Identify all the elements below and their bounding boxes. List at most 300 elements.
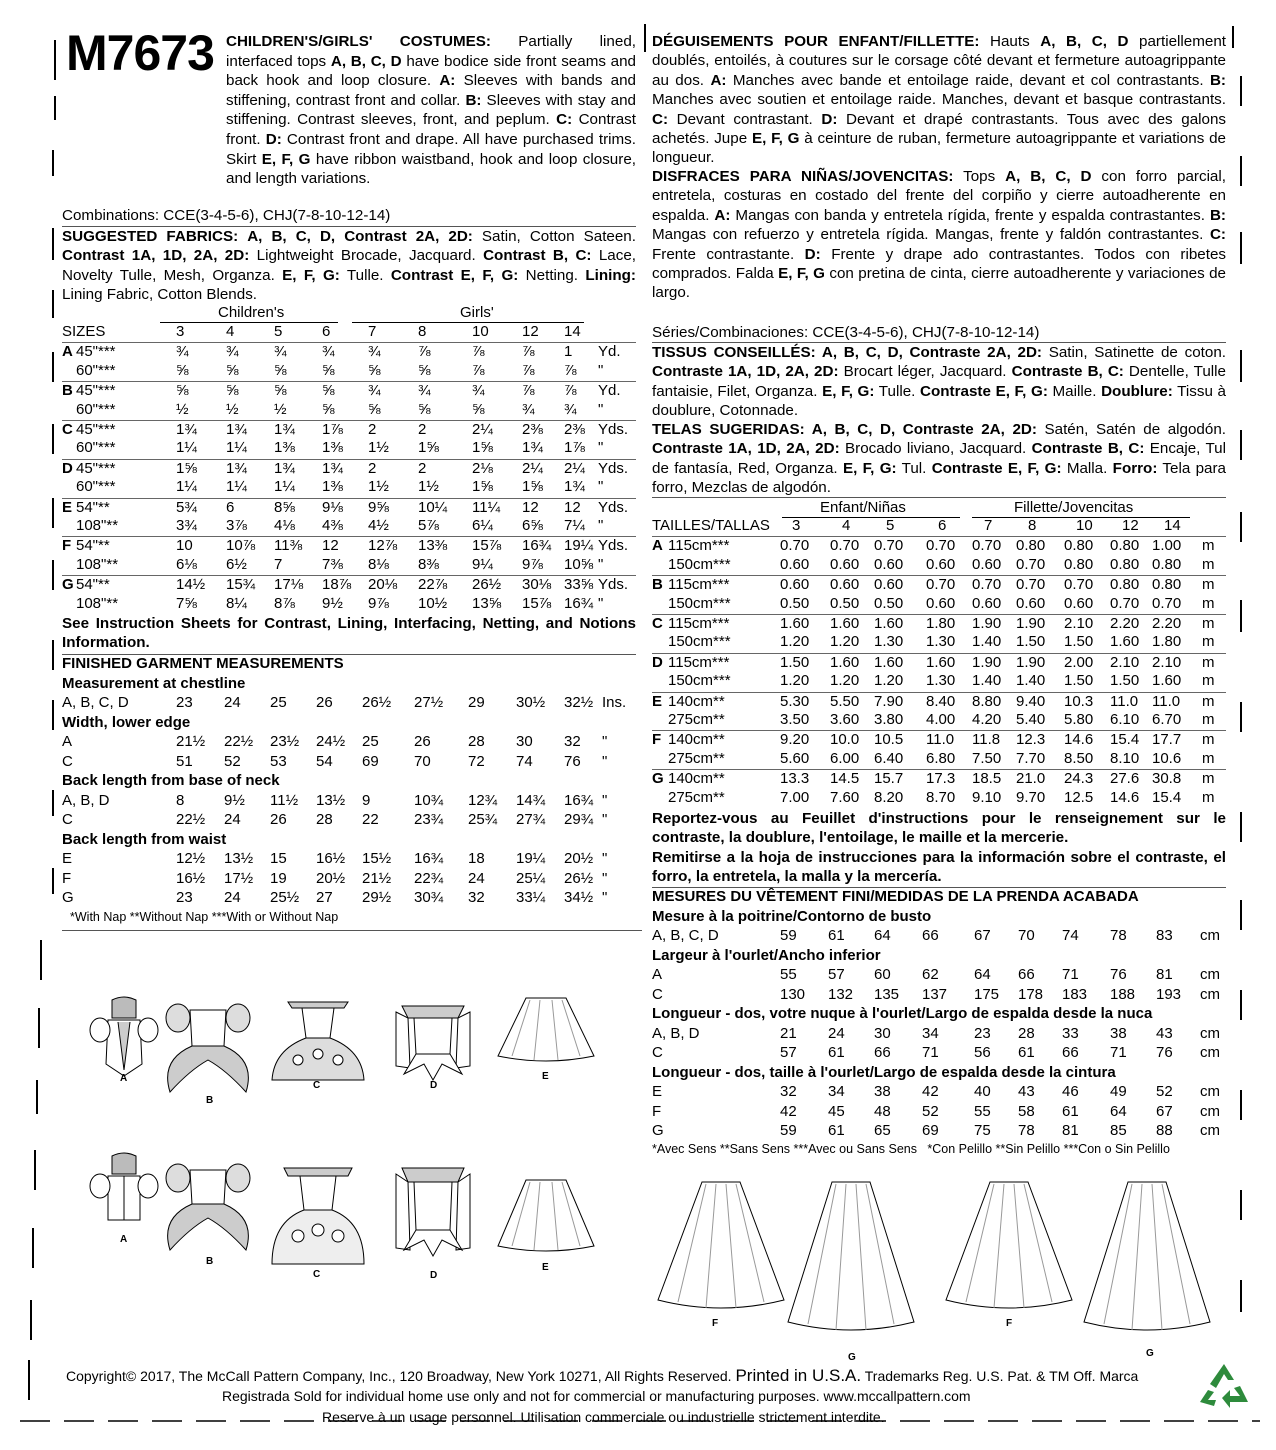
french-instructions-note: Reportez-vous au Feuillet d'instructions pour le renseignement sur le contraste, la doublure, l'entoilage, le maille et la mercerie. bbox=[652, 810, 1226, 847]
yardage-value: 16¾ bbox=[522, 537, 552, 555]
view-letter: C bbox=[652, 615, 663, 632]
yardage-value: 1.90 bbox=[972, 615, 1002, 632]
yardage-value: 1.40 bbox=[972, 633, 1002, 651]
figure-b-back bbox=[160, 1160, 256, 1256]
unit: m bbox=[1202, 633, 1215, 651]
figure-d-front bbox=[388, 998, 478, 1084]
yardage-value: 4½ bbox=[368, 517, 389, 534]
desc-part: B: bbox=[1209, 71, 1226, 89]
spanish-heading: DISFRACES PARA NIÑAS/JOVENCITAS: bbox=[652, 168, 954, 185]
measurement-value: 48 bbox=[874, 1102, 891, 1120]
yardage-value: 0.80 bbox=[1110, 555, 1140, 573]
yardage-row bbox=[62, 595, 636, 614]
measurement-value: 14¾ bbox=[516, 791, 546, 809]
yardage-value: ⅞ bbox=[472, 343, 485, 361]
size-header: 4 bbox=[842, 517, 851, 534]
size-header: 3 bbox=[792, 517, 801, 534]
measurement-value: 19¼ bbox=[516, 850, 546, 867]
yardage-value: 18⅞ bbox=[322, 576, 352, 594]
size-header: 6 bbox=[322, 323, 331, 340]
measurement-value: 12½ bbox=[176, 850, 206, 867]
combinations-metric: Séries/Combinaciones: CCE(3-4-5-6), CHJ(7-8-10-12-14) bbox=[652, 324, 1040, 341]
fabric-width: 45"*** bbox=[76, 421, 116, 438]
desc-part: partiellement doublés, entoilés, à coutures sur le corsage côté devant et fermeture autoagrippante au dos. bbox=[652, 33, 1226, 89]
measurement-value: 43 bbox=[1156, 1024, 1173, 1042]
measurement-view: A, B, D bbox=[62, 791, 110, 809]
yardage-value: 13⅝ bbox=[472, 594, 502, 612]
measurement-value: 43 bbox=[1018, 1083, 1035, 1100]
unit: m bbox=[1202, 615, 1215, 632]
measurement-value: 25¼ bbox=[516, 869, 546, 887]
measurement-value: 75 bbox=[974, 1122, 991, 1139]
yardage-row bbox=[652, 692, 1226, 712]
desc-part: B: bbox=[465, 91, 482, 109]
yardage-value: 0.80 bbox=[1110, 537, 1140, 555]
yardage-value: 8.80 bbox=[972, 692, 1002, 710]
measurement-value: 71 bbox=[1110, 1044, 1127, 1061]
measurement-value: 53 bbox=[270, 752, 287, 770]
yardage-row bbox=[62, 381, 636, 401]
yardage-value: 7.60 bbox=[830, 788, 860, 806]
yardage-value: 5.40 bbox=[1016, 711, 1046, 728]
measurement-value: 67 bbox=[1156, 1102, 1173, 1120]
measurement-value: 71 bbox=[1062, 966, 1079, 983]
measurement-value: 183 bbox=[1062, 985, 1088, 1003]
view-letter: F bbox=[62, 537, 72, 555]
fabric-label: Contraste 1A, 1D, 2A, 2D: bbox=[652, 440, 840, 458]
fabric-width: 108"** bbox=[76, 555, 119, 573]
figure-c-back bbox=[268, 1160, 368, 1270]
unit: m bbox=[1202, 731, 1215, 749]
fabric-width: 115cm*** bbox=[668, 537, 730, 555]
measurement-value: 32 bbox=[564, 733, 581, 750]
yardage-value: 1⅜ bbox=[322, 478, 343, 496]
measurement-value: 88 bbox=[1156, 1122, 1173, 1139]
fabric-list: Netting. bbox=[518, 266, 586, 284]
yardage-row bbox=[62, 556, 636, 575]
yardage-value: 2⅜ bbox=[564, 421, 585, 438]
measurement-value: 23½ bbox=[270, 733, 300, 750]
yardage-value: 7¼ bbox=[564, 517, 585, 534]
fabric-width: 45"*** bbox=[76, 459, 116, 477]
nap-note-metric: *Avec Sens **Sans Sens ***Avec ou Sans Sens *Con Pelillo **Sin Pelillo ***Con o Sin Pelillo bbox=[652, 1142, 1170, 1156]
view-letter: A bbox=[652, 537, 663, 555]
fabric-width: 275cm** bbox=[668, 711, 725, 728]
yardage-value: 1¼ bbox=[274, 478, 295, 496]
yardage-value: 0.80 bbox=[1064, 555, 1094, 573]
yardage-value: 0.80 bbox=[1152, 555, 1182, 573]
unit: m bbox=[1202, 788, 1215, 806]
measurement-value: 132 bbox=[828, 985, 854, 1003]
measurement-value: 22½ bbox=[176, 811, 206, 828]
unit: m bbox=[1202, 555, 1215, 573]
yardage-value: 0.60 bbox=[830, 555, 860, 573]
yardage-value: 1.50 bbox=[1064, 633, 1094, 651]
size-header: 14 bbox=[1164, 517, 1181, 534]
yardage-value: 33⅝ bbox=[564, 576, 594, 594]
yardage-value: ⅝ bbox=[226, 382, 239, 400]
figure-label-c: C bbox=[313, 1080, 321, 1091]
fabric-label: TELAS SUGERIDAS: A, B, C, D, Contraste 2A, 2D: bbox=[652, 421, 1037, 438]
measurement-row bbox=[62, 693, 636, 713]
desc-part: B: bbox=[1209, 206, 1226, 224]
tissus-conseilles bbox=[652, 343, 1226, 421]
yardage-value: ⅝ bbox=[322, 400, 335, 418]
measurement-value: 40 bbox=[974, 1083, 991, 1100]
size-header: 10 bbox=[1076, 517, 1093, 534]
figure-label-b-back: B bbox=[206, 1256, 214, 1267]
measurement-value: 25½ bbox=[270, 889, 300, 906]
measurement-value: 25 bbox=[270, 694, 287, 711]
fabric-label: TISSUS CONSEILLÉS: A, B, C, D, Contraste 2A, 2D: bbox=[652, 344, 1042, 361]
printed-in-usa: Printed in U.S.A. bbox=[735, 1366, 862, 1385]
fabric-width: 115cm*** bbox=[668, 615, 730, 632]
yardage-value: 2 bbox=[418, 421, 427, 438]
figure-label-f: F bbox=[712, 1318, 719, 1329]
yardage-value: 1.60 bbox=[874, 653, 904, 671]
yardage-value: 10 bbox=[176, 537, 193, 555]
yardage-value: 1¼ bbox=[176, 478, 197, 496]
measurement-row bbox=[652, 1043, 1226, 1063]
measurement-view: C bbox=[652, 1044, 663, 1061]
yardage-value: 0.60 bbox=[780, 555, 810, 573]
yardage-value: 0.50 bbox=[874, 594, 904, 612]
yardage-value: 1⅝ bbox=[418, 439, 439, 457]
yardage-value: 8¼ bbox=[226, 594, 247, 612]
yardage-value: 1⅜ bbox=[274, 439, 295, 457]
desc-part: Frente y drape ado contrastantes. Todos con ribetes comprados. Falda bbox=[652, 245, 1226, 283]
yardage-value: 1.20 bbox=[830, 633, 860, 651]
unit: m bbox=[1202, 672, 1215, 690]
unit: Yd. bbox=[598, 343, 621, 361]
measurement-value: 78 bbox=[1018, 1122, 1035, 1139]
measurement-value: 30 bbox=[516, 733, 533, 750]
yardage-value: 5.50 bbox=[830, 692, 860, 710]
unit: m bbox=[1202, 653, 1215, 671]
unit: m bbox=[1202, 537, 1215, 555]
view-letter: E bbox=[652, 692, 663, 710]
unit: " bbox=[598, 594, 604, 612]
yardage-value: 6¼ bbox=[472, 517, 493, 534]
measurement-value: 22 bbox=[362, 811, 379, 828]
figure-label-b: B bbox=[206, 1095, 214, 1106]
yardage-value: 1½ bbox=[368, 439, 389, 457]
desc-part: A: bbox=[710, 71, 727, 89]
yardage-value: 1¾ bbox=[274, 421, 295, 438]
measurement-value: 56 bbox=[974, 1044, 991, 1061]
yardage-value: 16¾ bbox=[564, 594, 594, 612]
measurement-row bbox=[652, 985, 1226, 1005]
measurement-value: 38 bbox=[1110, 1024, 1127, 1042]
figure-label-d: D bbox=[430, 1080, 438, 1091]
measurement-row bbox=[652, 1082, 1226, 1102]
unit: Yds. bbox=[598, 498, 629, 516]
measurement-value: 16½ bbox=[316, 850, 346, 867]
yardage-value: 18.5 bbox=[972, 770, 1002, 788]
yardage-value: 12⅞ bbox=[368, 537, 398, 555]
yardage-value: 30.8 bbox=[1152, 770, 1182, 788]
yardage-value: 1.60 bbox=[1152, 672, 1182, 690]
yardage-value: 7⅝ bbox=[176, 594, 197, 612]
fabric-list: Lining Fabric, Cotton Blends. bbox=[62, 286, 258, 304]
yardage-value: 0.70 bbox=[1016, 576, 1046, 594]
fabric-list: Encaje, Tul de fantasía, Red, Organza. bbox=[652, 440, 1227, 477]
measurement-view: C bbox=[652, 985, 663, 1003]
desc-part: Contrast front. bbox=[226, 111, 636, 148]
yardage-value: ⅞ bbox=[522, 361, 535, 379]
yardage-value: 6.10 bbox=[1110, 711, 1140, 728]
spanish-description bbox=[652, 167, 1226, 303]
measurement-value: 76 bbox=[1110, 966, 1127, 983]
telas-sugeridas bbox=[652, 420, 1226, 498]
size-header: 5 bbox=[886, 517, 895, 534]
yardage-value: 15.7 bbox=[874, 770, 904, 788]
yardage-value: ⅞ bbox=[418, 343, 431, 361]
measurement-view: A, B, D bbox=[652, 1024, 700, 1042]
measurement-value: 12¾ bbox=[468, 791, 498, 809]
measurement-value: 18 bbox=[468, 850, 485, 867]
yardage-value: 0.80 bbox=[1064, 537, 1094, 555]
figure-f-back bbox=[944, 1176, 1074, 1316]
fabric-width: 45"*** bbox=[76, 382, 116, 400]
measurement-value: 21 bbox=[780, 1024, 797, 1042]
measurement-value: 21½ bbox=[176, 733, 206, 750]
measurement-value: 69 bbox=[362, 752, 379, 770]
yardage-value: 15⅞ bbox=[472, 537, 502, 555]
yardage-value: 11.0 bbox=[926, 731, 955, 749]
measurement-row bbox=[62, 869, 636, 889]
measurement-value: 137 bbox=[922, 985, 948, 1003]
yardage-value: 3.80 bbox=[874, 711, 904, 728]
yardage-row bbox=[652, 653, 1226, 673]
yardage-value: 9⅞ bbox=[522, 555, 543, 573]
unit: cm bbox=[1200, 1024, 1220, 1042]
figure-label-a: A bbox=[120, 1073, 128, 1084]
yardage-value: 8⅛ bbox=[368, 555, 389, 573]
yardage-value: 0.60 bbox=[926, 594, 956, 612]
measurement-view: C bbox=[62, 811, 73, 828]
measurement-value: 66 bbox=[1018, 966, 1035, 983]
yardage-value: 4⅜ bbox=[322, 517, 343, 534]
measurement-value: 26 bbox=[270, 811, 287, 828]
fabric-label: Contraste E, F, G: bbox=[931, 459, 1062, 477]
figure-a-back bbox=[84, 1150, 164, 1230]
spanish-instructions-note: Remitirse a la hoja de instrucciones para la información sobre el contraste, el forro, la entretela, la malla y la mercería. bbox=[652, 849, 1226, 886]
measurement-value: 55 bbox=[974, 1102, 991, 1120]
measurement-value: 9 bbox=[362, 791, 371, 809]
yardage-value: 13⅜ bbox=[418, 537, 448, 555]
fabric-label: E, F, G: bbox=[842, 459, 897, 477]
yardage-value: ¾ bbox=[322, 343, 335, 361]
measurement-view: A bbox=[62, 733, 73, 750]
measurement-view: E bbox=[62, 850, 73, 867]
unit: m bbox=[1202, 594, 1215, 612]
unit: " bbox=[598, 478, 604, 496]
yardage-value: ⅝ bbox=[368, 400, 381, 418]
measurement-value: 85 bbox=[1110, 1122, 1127, 1139]
measurement-value: 61 bbox=[828, 1044, 845, 1061]
yardage-value: 9½ bbox=[322, 594, 343, 612]
measurement-value: 26½ bbox=[362, 694, 392, 711]
french-description bbox=[652, 32, 1226, 168]
yardage-value: 7.70 bbox=[1016, 749, 1046, 767]
sizes-header-row bbox=[652, 517, 1226, 536]
yardage-value: 15.4 bbox=[1110, 731, 1140, 749]
size-header: 7 bbox=[984, 517, 993, 534]
desc-part: A, B, C, D bbox=[1040, 33, 1129, 50]
yardage-value: ⅝ bbox=[226, 361, 239, 379]
yardage-value: 8.20 bbox=[874, 788, 904, 806]
figure-g-front bbox=[786, 1176, 916, 1338]
view-letter: F bbox=[652, 731, 662, 749]
measurement-value: 16¾ bbox=[564, 791, 594, 809]
figure-b-front bbox=[160, 1000, 256, 1100]
yardage-value: 7.50 bbox=[972, 749, 1002, 767]
yardage-row bbox=[62, 517, 636, 536]
unit: Yds. bbox=[598, 421, 629, 438]
yardage-value: 1¼ bbox=[176, 439, 197, 457]
measurement-view: A bbox=[652, 966, 663, 983]
yardage-value: 5.60 bbox=[780, 749, 810, 767]
measurement-value: 15½ bbox=[362, 850, 392, 867]
yardage-value: 9⅝ bbox=[368, 498, 389, 516]
see-instructions-note: See Instruction Sheets for Contrast, Lining, Interfacing, Netting, and Notions Information. bbox=[62, 615, 636, 652]
trademark-text: Trademarks Reg. U.S. Pat. & TM Off. Marca bbox=[861, 1368, 1139, 1384]
yardage-value: 1.60 bbox=[780, 615, 810, 632]
recycle-icon bbox=[1196, 1360, 1252, 1410]
yardage-row bbox=[62, 459, 636, 479]
yardage-row bbox=[652, 711, 1226, 730]
yardage-value: 14½ bbox=[176, 576, 206, 594]
measurement-value: 33 bbox=[1062, 1024, 1079, 1042]
yardage-value: ¾ bbox=[226, 343, 239, 361]
unit: Yds. bbox=[598, 576, 629, 594]
measurement-value: 52 bbox=[224, 752, 241, 770]
measurement-value: 32½ bbox=[564, 694, 594, 711]
desc-part: Frente contrastante. bbox=[652, 245, 805, 263]
measurement-value: 175 bbox=[974, 985, 1000, 1003]
yardage-value: 9.70 bbox=[1016, 788, 1046, 806]
view-letter: B bbox=[652, 576, 663, 594]
yardage-value: 2⅛ bbox=[472, 459, 493, 477]
measurement-value: 28 bbox=[316, 811, 333, 828]
yardage-value: 2 bbox=[368, 421, 377, 438]
measurement-value: 19 bbox=[270, 869, 287, 887]
figure-g-back bbox=[1082, 1176, 1212, 1338]
measurement-value: 57 bbox=[828, 966, 845, 983]
sizes-label: SIZES bbox=[62, 323, 106, 340]
yardage-value: ⅝ bbox=[274, 361, 287, 379]
measurement-value: 30½ bbox=[516, 694, 546, 711]
yardage-value: 2⅜ bbox=[522, 421, 543, 438]
yardage-value: ¾ bbox=[176, 343, 189, 361]
yardage-value: 12 bbox=[322, 537, 339, 555]
measurement-row bbox=[652, 1024, 1226, 1044]
yardage-value: 0.60 bbox=[830, 576, 860, 594]
yardage-row bbox=[62, 439, 636, 458]
measurement-row bbox=[652, 1102, 1226, 1122]
unit: m bbox=[1202, 692, 1215, 710]
measurement-value: 13½ bbox=[316, 791, 346, 809]
size-header: 8 bbox=[418, 323, 427, 340]
measurement-view: F bbox=[652, 1102, 662, 1120]
yardage-value: 0.70 bbox=[972, 576, 1002, 594]
measurement-heading: Back length from base of neck bbox=[62, 772, 280, 789]
measurement-value: 42 bbox=[922, 1083, 939, 1100]
measurement-row bbox=[62, 849, 636, 869]
yardage-value: 12 bbox=[564, 498, 581, 516]
yardage-value: 0.60 bbox=[874, 555, 904, 573]
yardage-value: 1¾ bbox=[226, 459, 247, 477]
measurement-value: 25 bbox=[362, 733, 379, 750]
measurement-value: 59 bbox=[780, 1122, 797, 1139]
yardage-value: 6⅝ bbox=[522, 517, 543, 534]
measurement-value: 61 bbox=[1062, 1102, 1079, 1120]
measurement-value: 70 bbox=[1018, 927, 1035, 944]
yardage-value: 8.40 bbox=[926, 692, 956, 710]
fabric-width: 60"*** bbox=[76, 400, 116, 418]
yardage-value: 10⅞ bbox=[226, 537, 256, 555]
yardage-value: ⅞ bbox=[472, 361, 485, 379]
desc-part: D: bbox=[821, 110, 838, 128]
fabric-label: E, F, G: bbox=[282, 266, 340, 284]
fabric-label: Lining: bbox=[585, 266, 636, 284]
yardage-value: 14.6 bbox=[1064, 731, 1094, 749]
unit: " bbox=[598, 555, 604, 573]
fabric-label: Contrast B, C: bbox=[483, 247, 592, 265]
fabric-list: Dentelle, Tulle fantaisie, Filet, Organza. bbox=[652, 363, 1226, 400]
unit: " bbox=[598, 400, 604, 418]
yardage-value: 5.30 bbox=[780, 692, 810, 710]
measurement-value: 24 bbox=[224, 889, 241, 906]
fabric-list: Maille. bbox=[1047, 382, 1102, 400]
unit: cm bbox=[1200, 985, 1220, 1003]
yardage-value: 0.80 bbox=[1016, 537, 1046, 555]
yardage-value: ⅞ bbox=[564, 361, 577, 379]
yardage-value: 26½ bbox=[472, 576, 502, 594]
view-letter: G bbox=[62, 576, 74, 594]
yardage-value: 2¼ bbox=[564, 459, 585, 477]
measurement-value: 52 bbox=[1156, 1083, 1173, 1100]
measurement-value: 32 bbox=[780, 1083, 797, 1100]
fabric-width: 108"** bbox=[76, 594, 119, 612]
measurement-row bbox=[62, 791, 636, 811]
yardage-value: ½ bbox=[176, 400, 189, 418]
yardage-value: 1.40 bbox=[972, 672, 1002, 690]
group-girls: Girls' bbox=[460, 304, 494, 321]
pattern-number: M7673 bbox=[66, 25, 214, 81]
yardage-value: 2.00 bbox=[1064, 653, 1094, 671]
measurement-value: 30¾ bbox=[414, 889, 444, 906]
measurement-view: G bbox=[62, 889, 74, 906]
yardage-value: 0.60 bbox=[926, 555, 956, 573]
yardage-row bbox=[652, 769, 1226, 789]
measurement-value: 27 bbox=[316, 889, 333, 906]
yardage-value: 0.50 bbox=[780, 594, 810, 612]
measurement-value: 20½ bbox=[316, 869, 346, 887]
yardage-row bbox=[652, 730, 1226, 750]
yardage-value: 0.60 bbox=[874, 576, 904, 594]
yardage-value: 1¾ bbox=[322, 459, 343, 477]
desc-part: con pretina de cinta, cierre autoadherente y variaciones de largo. bbox=[652, 265, 1227, 302]
figure-label-c-back: C bbox=[313, 1269, 321, 1280]
yardage-value: 12.5 bbox=[1064, 788, 1094, 806]
measurement-value: 64 bbox=[1110, 1102, 1127, 1120]
figure-label-e-back: E bbox=[542, 1262, 549, 1273]
figure-label-d-back: D bbox=[430, 1270, 438, 1281]
desc-part: Mangas con banda y entretela rígida, frente y espalda contrastantes. bbox=[730, 206, 1210, 224]
yardage-value: 9.20 bbox=[780, 731, 810, 749]
